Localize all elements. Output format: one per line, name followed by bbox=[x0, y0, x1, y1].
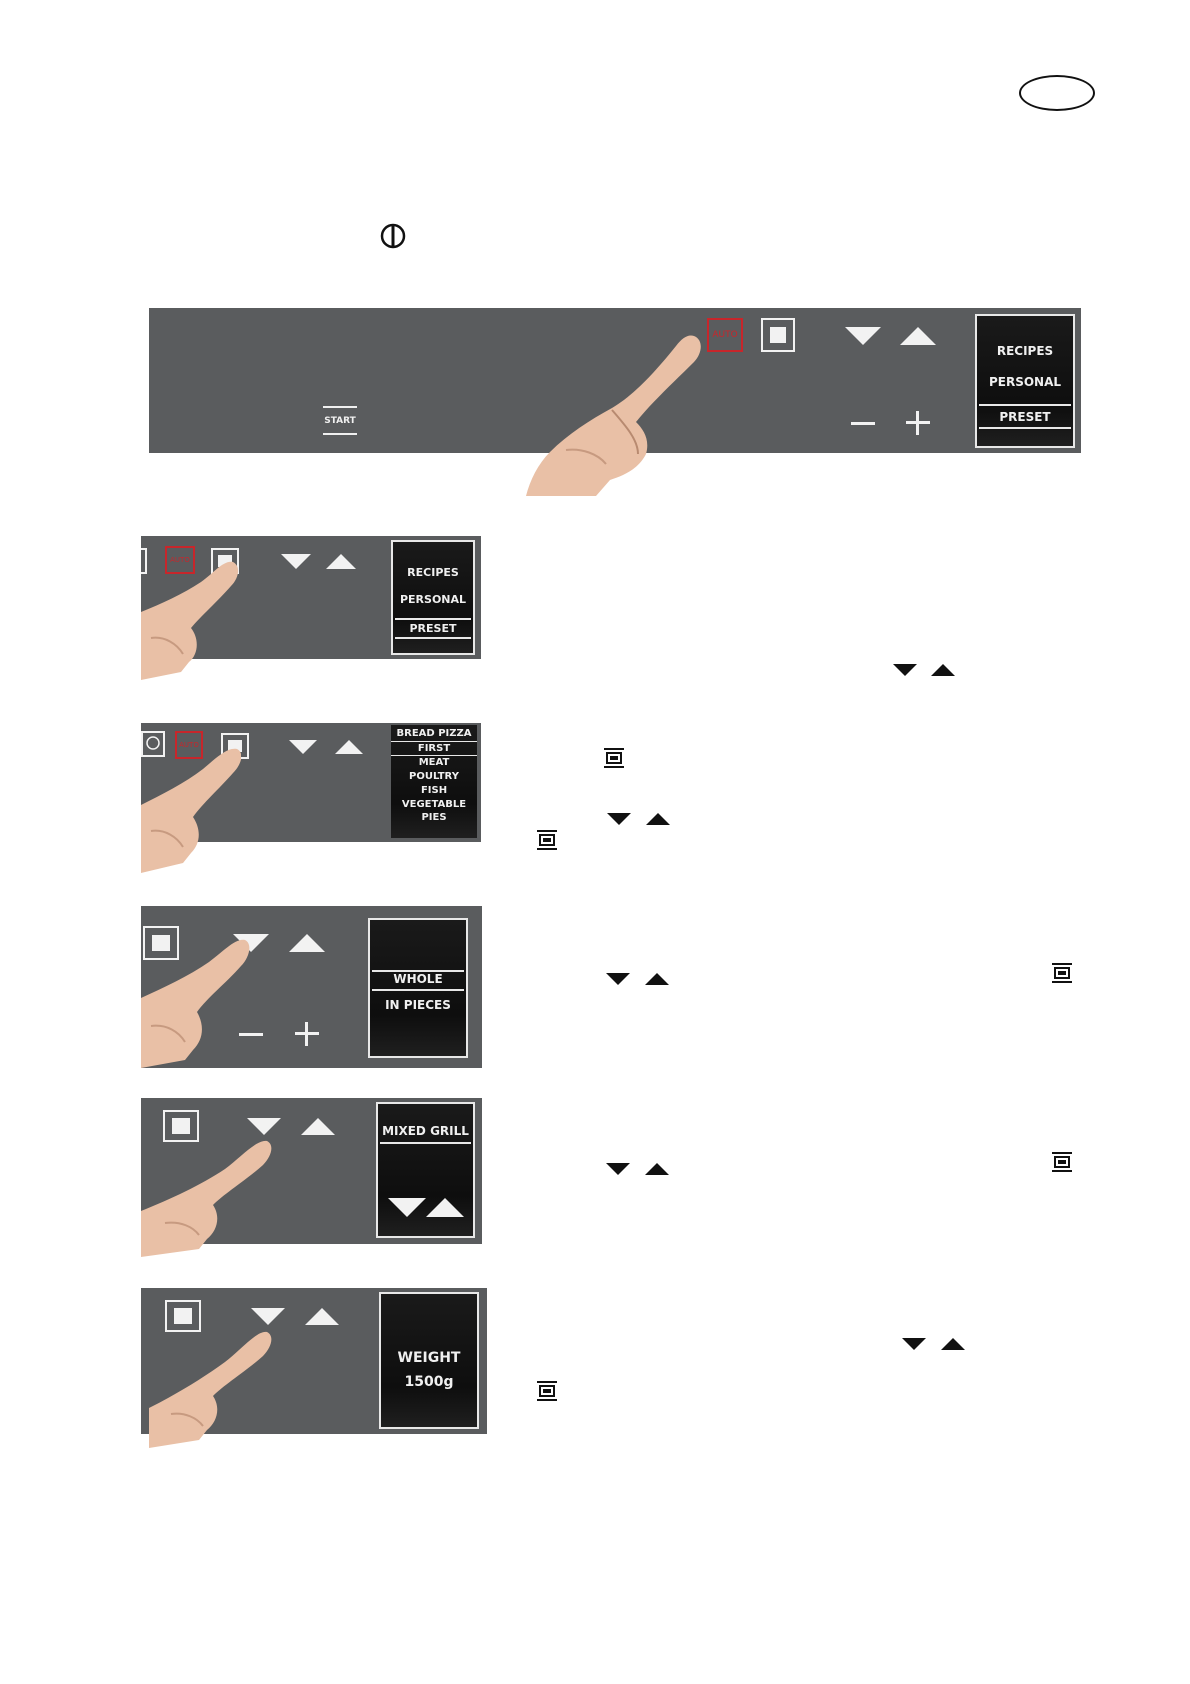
category-bread-pizza: BREAD PIZZA bbox=[396, 728, 472, 739]
up-button[interactable] bbox=[326, 554, 356, 569]
triangle-down-icon bbox=[606, 1163, 630, 1175]
ok-square-icon bbox=[1052, 1152, 1072, 1172]
auto-label: AUTO bbox=[170, 556, 190, 564]
category-vegetable: VEGETABLE bbox=[401, 798, 467, 810]
hand-pointer-main bbox=[526, 330, 706, 496]
up-button[interactable] bbox=[289, 934, 325, 952]
category-meat: MEAT bbox=[418, 757, 450, 769]
display-line-personal: PERSONAL bbox=[988, 375, 1062, 389]
ok-button[interactable] bbox=[761, 318, 795, 352]
ok-square-icon bbox=[1052, 963, 1072, 983]
up-button[interactable] bbox=[305, 1308, 339, 1325]
plus-button[interactable] bbox=[295, 1022, 319, 1046]
up-button[interactable] bbox=[900, 327, 936, 345]
start-label: START bbox=[324, 416, 356, 426]
down-button[interactable] bbox=[281, 554, 311, 569]
triangle-down-icon bbox=[607, 813, 631, 825]
down-button[interactable] bbox=[289, 740, 317, 754]
mode-display bbox=[391, 540, 475, 655]
power-icon bbox=[379, 222, 407, 250]
ok-square-icon bbox=[537, 1381, 557, 1401]
minus-button[interactable] bbox=[851, 422, 875, 425]
auto-button[interactable] bbox=[707, 318, 743, 352]
weight-display bbox=[379, 1292, 479, 1429]
category-display bbox=[391, 725, 477, 838]
start-button[interactable] bbox=[323, 406, 357, 435]
down-button[interactable] bbox=[845, 327, 881, 345]
down-button[interactable] bbox=[251, 1308, 285, 1325]
hand-pointer-step5 bbox=[141, 1328, 275, 1448]
category-pies: PIES bbox=[421, 812, 447, 824]
plus-button[interactable] bbox=[906, 411, 930, 435]
up-button[interactable] bbox=[335, 740, 363, 754]
hand-pointer-step1 bbox=[141, 558, 241, 680]
display-line-recipes: RECIPES bbox=[996, 344, 1054, 358]
language-badge bbox=[1019, 75, 1095, 111]
auto-label: AUTO bbox=[712, 330, 738, 340]
category-poultry: POULTRY bbox=[409, 771, 459, 783]
auto-label: AUTO bbox=[179, 741, 199, 749]
display-down-arrow bbox=[388, 1198, 426, 1217]
ok-square-icon bbox=[604, 748, 624, 768]
display-up-arrow bbox=[426, 1198, 464, 1217]
mode-display bbox=[975, 314, 1075, 448]
triangle-up-icon bbox=[646, 813, 670, 825]
triangle-down-icon bbox=[902, 1338, 926, 1350]
display-line-weight: WEIGHT bbox=[397, 1350, 461, 1366]
triangle-down-icon bbox=[606, 973, 630, 985]
display-line-in-pieces: IN PIECES bbox=[385, 998, 451, 1012]
triangle-up-icon bbox=[931, 664, 955, 676]
category-first: FIRST bbox=[417, 742, 451, 754]
cut-display bbox=[368, 918, 468, 1058]
display-line-mixed-grill: MIXED GRILL bbox=[382, 1124, 469, 1138]
display-line-preset: PRESET bbox=[999, 410, 1051, 424]
display-line-whole: WHOLE bbox=[393, 972, 443, 986]
triangle-down-icon bbox=[893, 664, 917, 676]
display-line-preset: PRESET bbox=[409, 622, 457, 635]
up-button[interactable] bbox=[301, 1118, 335, 1135]
triangle-up-icon bbox=[941, 1338, 965, 1350]
hand-pointer-step3 bbox=[141, 936, 253, 1068]
ok-square-icon bbox=[537, 830, 557, 850]
display-line-personal: PERSONAL bbox=[399, 593, 467, 606]
down-button[interactable] bbox=[247, 1118, 281, 1135]
category-fish: FISH bbox=[420, 784, 448, 796]
display-line-recipes: RECIPES bbox=[407, 566, 459, 579]
triangle-up-icon bbox=[645, 1163, 669, 1175]
hand-pointer-step4 bbox=[141, 1137, 275, 1257]
hand-pointer-step2 bbox=[141, 745, 241, 873]
display-line-weight-value: 1500g bbox=[404, 1374, 454, 1390]
recipe-display bbox=[376, 1102, 475, 1238]
triangle-up-icon bbox=[645, 973, 669, 985]
